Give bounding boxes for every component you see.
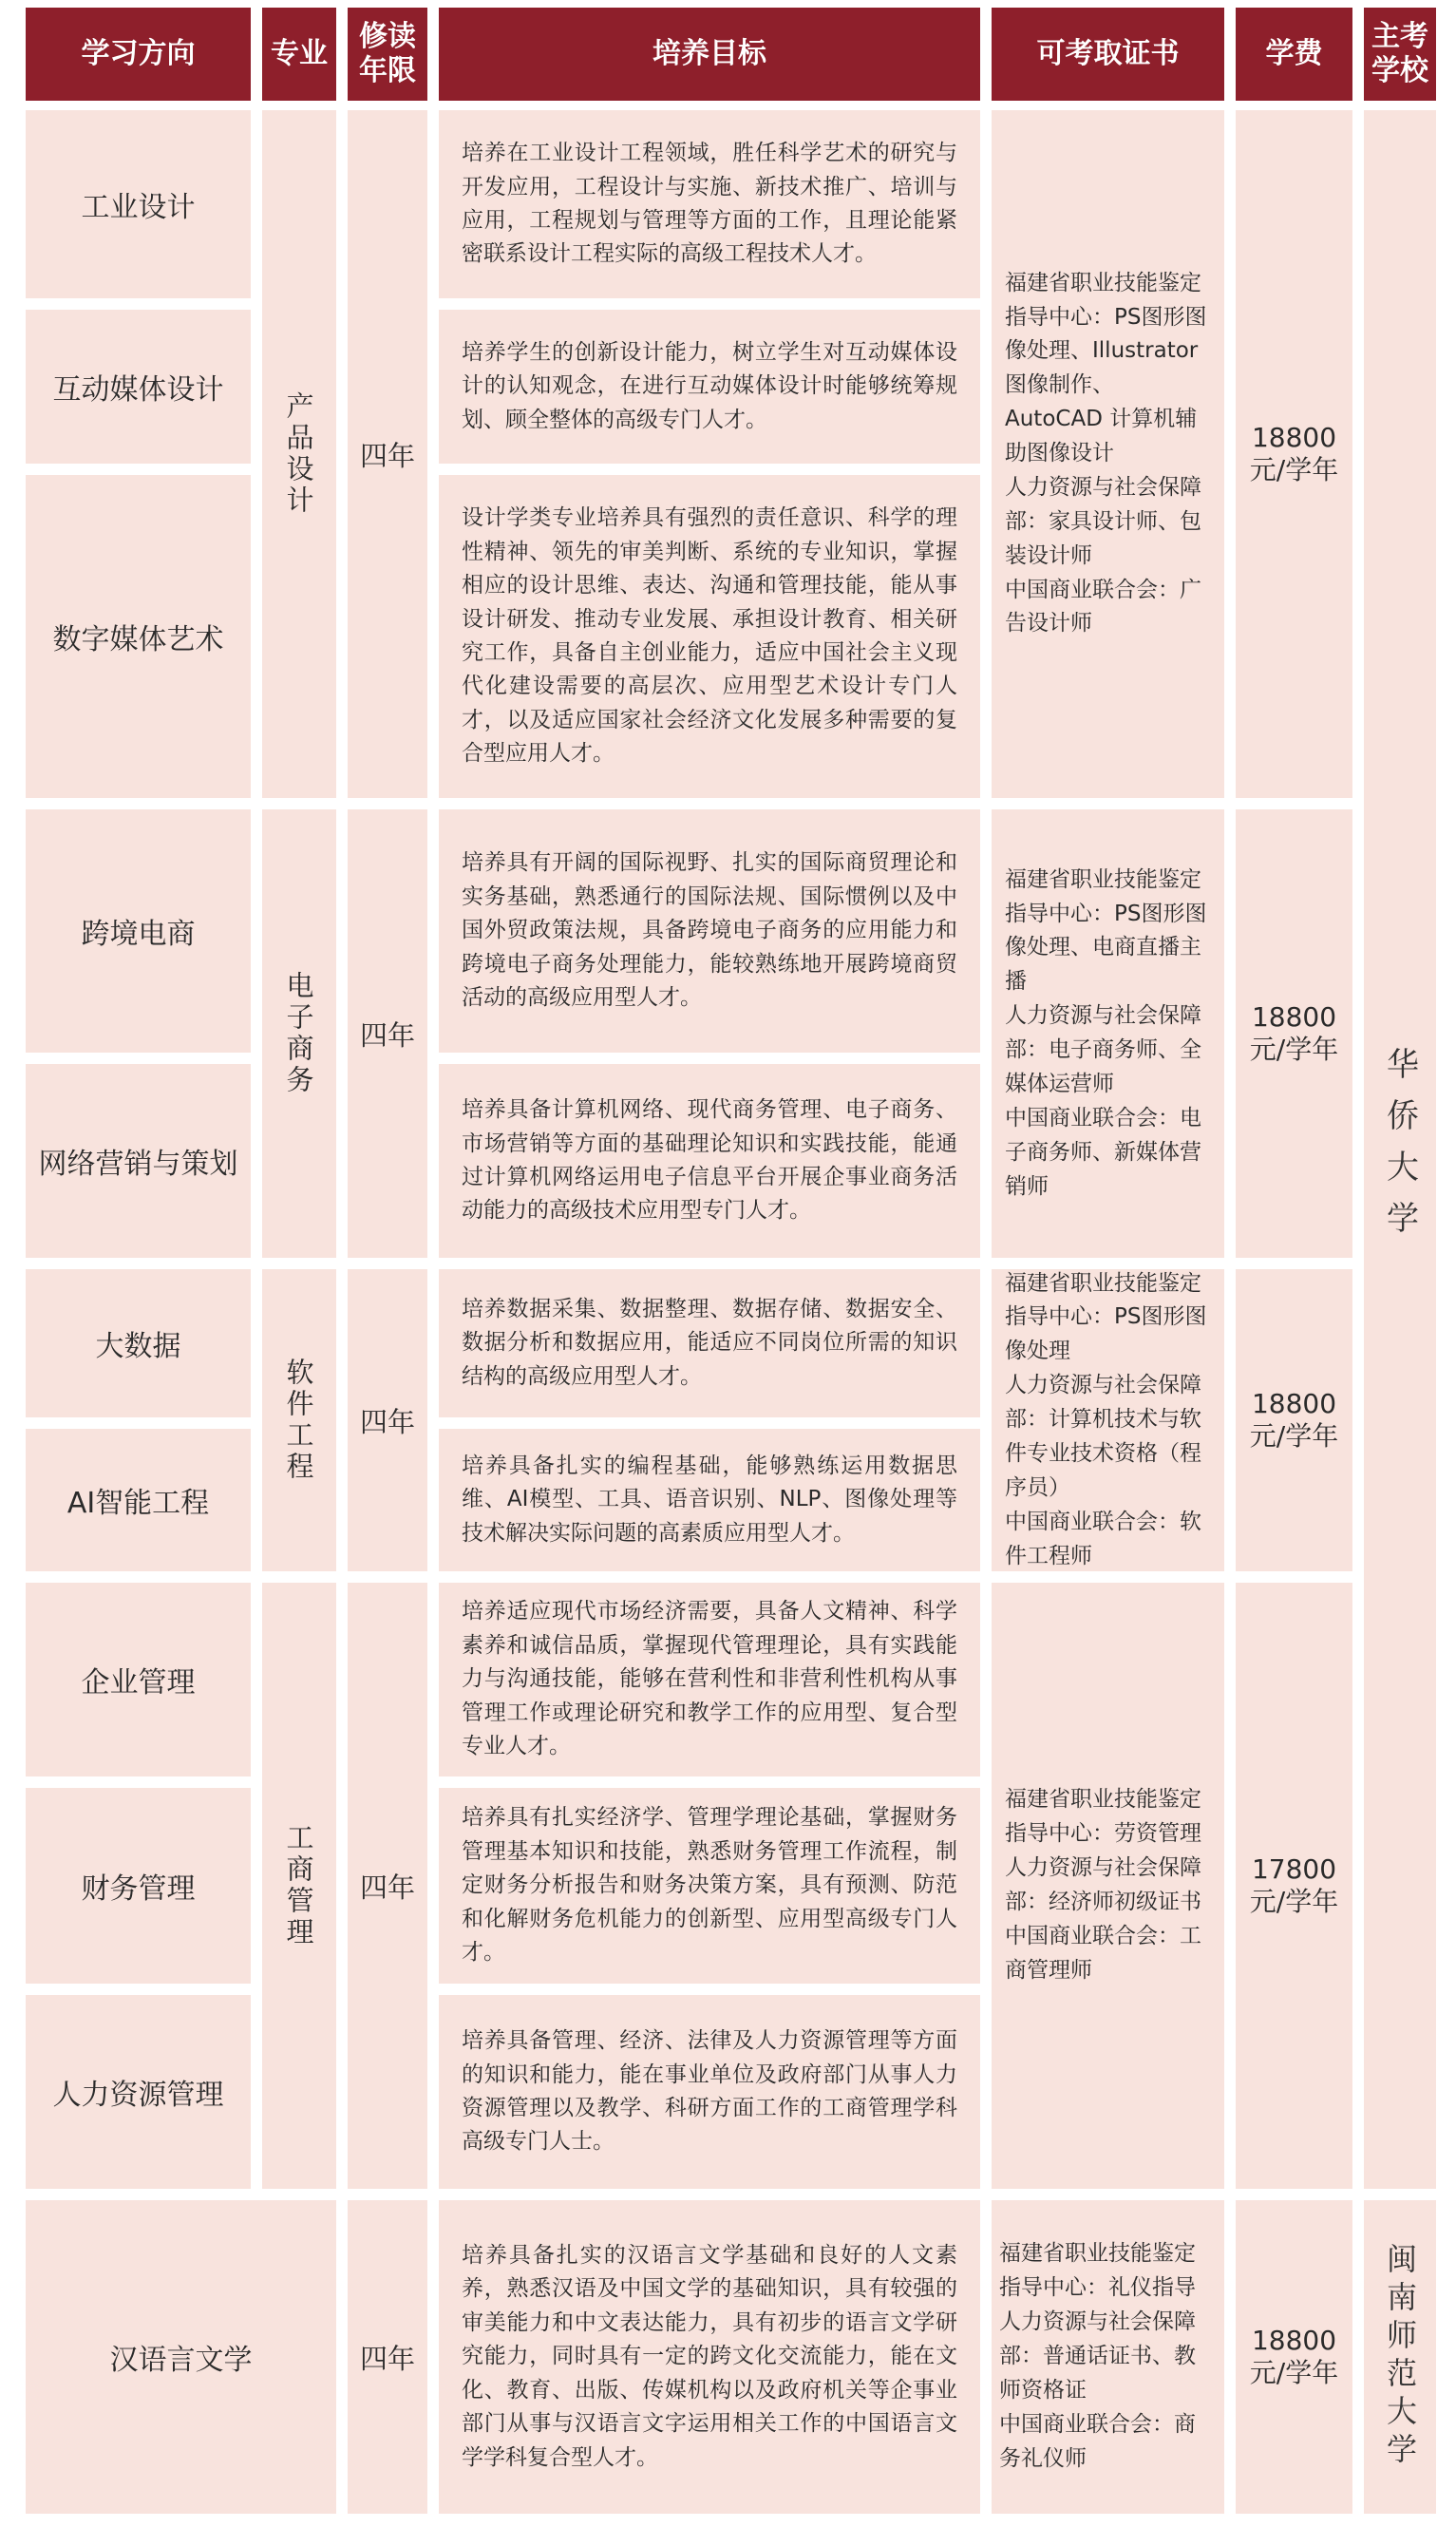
major-cell [262,110,336,798]
direction-label: 数字媒体艺术 [52,623,224,656]
header-direction: 学习方向 [26,8,251,101]
goal-text: 培养具有扎实经济学、管理学理论基础，掌握财务管理基本知识和技能，熟悉财务管理工作流程，制定财务分析报告和财务决策方案，具有预测、防范和化解财务危机能力的创新型、应用型高级专门人才。 [462,1805,957,1966]
cert-text: 福建省职业技能鉴定指导中心：PS图形图像处理 人力资源与社会保障部：计算机技术与软件专业技术资格（程序员） 中国商业联合会：软件工程师 [1005,1270,1207,1568]
direction-cell [26,310,251,464]
goal-cell [439,1429,980,1571]
major-label: 工商管理 [282,1823,315,1948]
school-cell [1364,2200,1436,2514]
direction-cell [26,1064,251,1258]
major-cell [262,809,336,1258]
years-cell [348,1583,427,2189]
header-school: 主考学校 [1364,8,1436,101]
school-label: 闽南师范大学 [1382,2243,1418,2471]
direction-cell [26,809,251,1053]
goal-text: 培养适应现代市场经济需要，具备人文精神、科学素养和诚信品质，掌握现代管理理论，具有实践能力与沟通技能，能够在营利性和非营利性机构从事管理工作或理论研究和教学工作的应用型、复合型专业人才。 [462,1599,957,1759]
fee-text: 18800元/学年 [1249,2325,1339,2388]
goal-text: 培养在工业设计工程领域，胜任科学艺术的研究与开发应用，工程设计与实施、新技术推广、培训与应用，工程规划与管理等方面的工作，且理论能紧密联系设计工程实际的高级工程技术人才。 [462,141,957,267]
goal-text: 培养具备管理、经济、法律及人力资源管理等方面的知识和能力，能在事业单位及政府部门从事人力资源管理以及教学、科研方面工作的工商管理学科高级专门人士。 [462,2028,957,2155]
school-label: 华侨大学 [1380,1047,1419,1252]
direction-cell [26,1429,251,1571]
years-cell [348,2200,427,2514]
fee-text: 17800元/学年 [1249,1853,1339,1917]
direction-label: 网络营销与策划 [38,1148,238,1181]
years-label: 四年 [359,1018,415,1052]
goal-text: 培养具有开阔的国际视野、扎实的国际商贸理论和实务基础，熟悉通行的国际法规、国际惯例以及中国外贸政策法规，具备跨境电子商务的应用能力和跨境电子商务处理能力，能较熟练地开展跨境商贸活动的高级应用型人才。 [462,850,957,1011]
major-label: 电子商务 [282,971,315,1096]
years-label: 四年 [359,1871,415,1904]
header-cert: 可考取证书 [992,8,1224,101]
goal-text: 培养具备扎实的编程基础，能够熟练运用数据思维、AI模型、工具、语音识别、NLP、图像处理等技术解决实际问题的高素质应用型人才。 [462,1453,957,1546]
goal-cell [439,1788,980,1984]
header-major: 专业 [262,8,336,101]
fee-cell [1236,2200,1352,2514]
years-label: 四年 [359,2342,415,2375]
goal-cell [439,809,980,1053]
fee-text: 18800元/学年 [1249,422,1339,485]
fee-text: 18800元/学年 [1249,1388,1339,1452]
header-goal: 培养目标 [439,8,980,101]
goal-cell [439,1583,980,1776]
header-years: 修读年限 [348,8,427,101]
major-cell [262,1583,336,2189]
direction-cell [26,475,251,798]
direction-label: 人力资源管理 [52,2079,224,2112]
goal-cell [439,110,980,298]
direction-label: 跨境电商 [81,918,196,951]
major-cell [262,1269,336,1571]
fee-cell [1236,809,1352,1258]
goal-cell [439,1269,980,1417]
fee-cell [1236,1583,1352,2189]
years-cell [348,110,427,798]
direction-label: 财务管理 [81,1872,196,1906]
direction-cell [26,1788,251,1984]
direction-label: AI智能工程 [66,1487,210,1520]
cert-cell [992,809,1224,1258]
direction-label: 工业设计 [81,191,196,224]
direction-cell [26,110,251,298]
goal-text: 设计学类专业培养具有强烈的责任意识、科学的理性精神、领先的审美判断、系统的专业知识，掌握相应的设计思维、表达、沟通和管理技能，能从事设计研发、推动专业发展、承担设计教育、相关研究工作，具备自主创业能力，适应中国社会主义现代化建设需要的高层次、应用型艺术设计专门人才，以及适应国家社会经济文化发展多种需要的复合型应用人才。 [462,505,957,767]
goal-cell [439,1995,980,2189]
goal-cell [439,310,980,464]
fee-cell [1236,110,1352,798]
direction-cell [26,2200,336,2514]
cert-text: 福建省职业技能鉴定指导中心：PS图形图像处理、Illustrator图像制作、AutoCAD 计算机辅助图像设计 人力资源与社会保障部：家具设计师、包装设计师 中国商业联合会：广告设计师 [1005,270,1207,636]
cert-cell [992,110,1224,798]
years-cell [348,1269,427,1571]
major-label: 产品设计 [282,391,315,517]
goal-text: 培养具备计算机网络、现代商务管理、电子商务、市场营销等方面的基础理论知识和实践技能，能通过计算机网络运用电子信息平台开展企事业商务活动能力的高级技术应用型专门人才。 [462,1097,957,1224]
direction-label: 大数据 [95,1330,181,1363]
major-label: 软件工程 [282,1358,315,1483]
cert-cell [992,2200,1224,2514]
goal-cell [439,1064,980,1258]
cert-text: 福建省职业技能鉴定指导中心：礼仪指导 人力资源与社会保障部：普通话证书、教师资格证 中国商业联合会：商务礼仪师 [999,2241,1196,2471]
direction-cell [26,1995,251,2189]
goal-text: 培养学生的创新设计能力，树立学生对互动媒体设计的认知观念，在进行互动媒体设计时能够统筹规划、顾全整体的高级专门人才。 [462,339,957,432]
direction-label: 互动媒体设计 [52,373,224,407]
cert-cell [992,1583,1224,2189]
goal-text: 培养数据采集、数据整理、数据存储、数据安全、数据分析和数据应用，能适应不同岗位所需的知识结构的高级应用型人才。 [462,1296,957,1389]
direction-cell [26,1269,251,1417]
cert-text: 福建省职业技能鉴定指导中心：劳资管理 人力资源与社会保障部：经济师初级证书 中国商业联合会：工商管理师 [1005,1787,1201,1983]
direction-label: 汉语言文学 [109,2344,253,2377]
direction-cell [26,1583,251,1776]
fee-text: 18800元/学年 [1249,1001,1339,1065]
years-label: 四年 [359,439,415,472]
years-label: 四年 [359,1405,415,1438]
years-cell [348,809,427,1258]
fee-cell [1236,1269,1352,1571]
cert-cell [992,1269,1224,1571]
direction-label: 企业管理 [81,1666,196,1700]
header-fee: 学费 [1236,8,1352,101]
goal-cell [439,2200,980,2514]
goal-text: 培养具备扎实的汉语言文学基础和良好的人文素养，熟悉汉语及中国文学的基础知识，具有较强的审美能力和中文表达能力，具有初步的语言文学研究能力，同时具有一定的跨文化交流能力，能在文化、教育、出版、传媒机构以及政府机关等企事业部门从事与汉语言文字运用相关工作的中国语言文学学科复合型人才。 [462,2243,957,2470]
cert-text: 福建省职业技能鉴定指导中心：PS图形图像处理、电商直播主播 人力资源与社会保障部：电子商务师、全媒体运营师 中国商业联合会：电子商务师、新媒体营销师 [1005,866,1207,1199]
goal-cell [439,475,980,798]
school-cell [1364,110,1436,2189]
